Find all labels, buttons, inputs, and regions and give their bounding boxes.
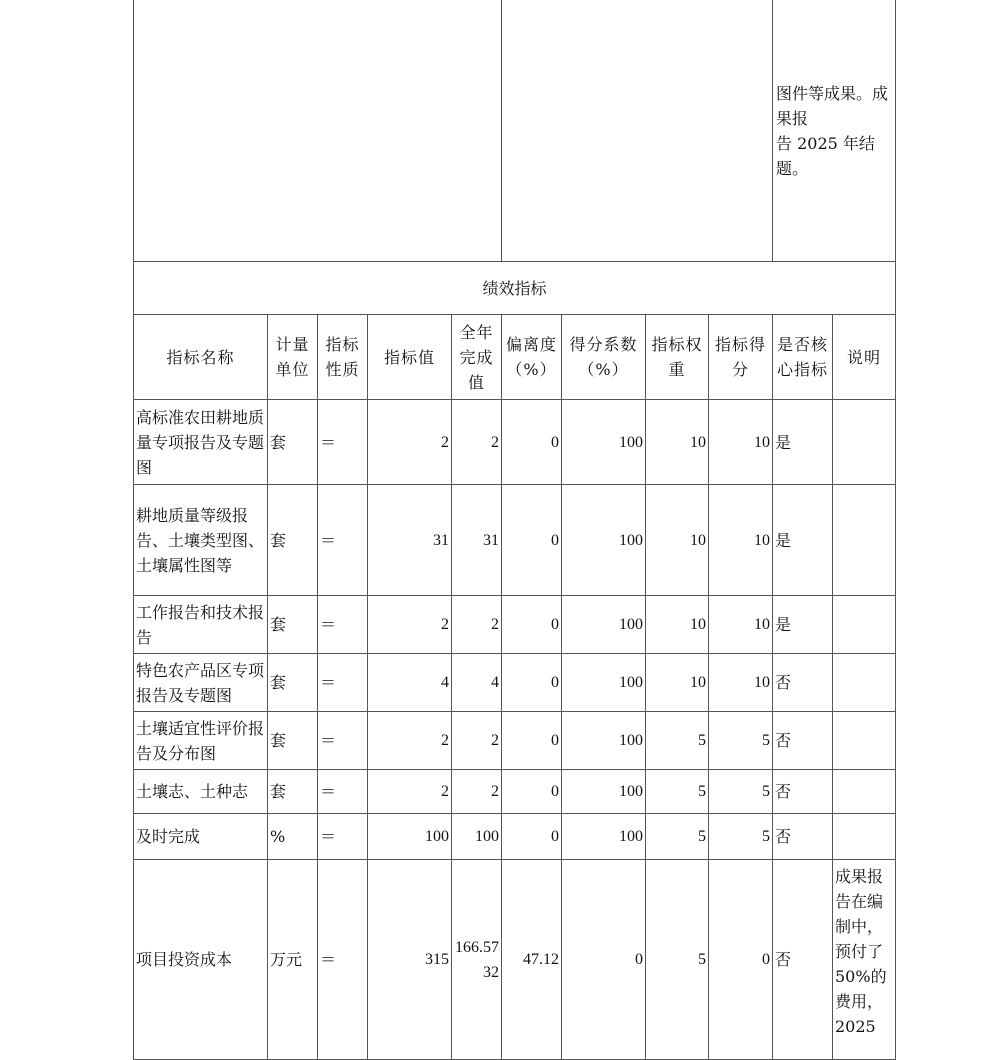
row-actual: 4 <box>452 654 502 712</box>
row-unit: 套 <box>268 654 318 712</box>
table-row <box>134 485 896 596</box>
row-weight: 5 <box>646 770 709 814</box>
row-unit: 万元 <box>268 860 318 1060</box>
row-target: 2 <box>368 770 452 814</box>
row-core: 否 <box>773 814 833 860</box>
row-weight: 10 <box>646 596 709 654</box>
row-score: 10 <box>709 654 773 712</box>
row-target: 2 <box>368 596 452 654</box>
row-unit: 套 <box>268 770 318 814</box>
row-name: 特色农产品区专项报告及专题图 <box>134 654 268 712</box>
row-core: 否 <box>773 654 833 712</box>
row-deviation: 0 <box>502 654 562 712</box>
row-remark <box>833 400 896 485</box>
row-name: 及时完成 <box>134 814 268 860</box>
row-nature: ＝ <box>318 712 368 770</box>
header-actual: 全年完成值 <box>452 315 502 400</box>
row-remark <box>833 485 896 596</box>
row-deviation: 0 <box>502 814 562 860</box>
row-actual: 166.5732 <box>452 860 502 1060</box>
header-target: 指标值 <box>368 315 452 400</box>
row-unit: 套 <box>268 712 318 770</box>
row-name: 项目投资成本 <box>134 860 268 1060</box>
row-weight: 5 <box>646 712 709 770</box>
row-score: 0 <box>709 860 773 1060</box>
row-unit: 套 <box>268 485 318 596</box>
row-weight: 5 <box>646 860 709 1060</box>
row-coefficient: 100 <box>562 712 646 770</box>
row-actual: 31 <box>452 485 502 596</box>
row-nature: ＝ <box>318 860 368 1060</box>
row-remark <box>833 712 896 770</box>
table-row <box>134 712 896 770</box>
row-target: 315 <box>368 860 452 1060</box>
header-deviation: 偏离度（%） <box>502 315 562 400</box>
top-block-mid-cell <box>502 0 773 262</box>
header-unit: 计量单位 <box>268 315 318 400</box>
header-weight: 指标权重 <box>646 315 709 400</box>
row-core: 否 <box>773 770 833 814</box>
row-deviation: 0 <box>502 770 562 814</box>
row-unit: 套 <box>268 400 318 485</box>
table-row <box>134 400 896 485</box>
table-row <box>134 654 896 712</box>
row-unit: 套 <box>268 596 318 654</box>
section-title-row <box>134 262 896 315</box>
row-name: 工作报告和技术报告 <box>134 596 268 654</box>
row-name: 土壤志、土种志 <box>134 770 268 814</box>
performance-table <box>133 0 896 1060</box>
table-row <box>134 860 896 1060</box>
row-nature: ＝ <box>318 400 368 485</box>
row-actual: 2 <box>452 770 502 814</box>
section-title: 绩效指标 <box>134 262 896 315</box>
row-coefficient: 100 <box>562 400 646 485</box>
row-core: 否 <box>773 712 833 770</box>
top-block-left-cell <box>134 0 502 262</box>
row-weight: 10 <box>646 485 709 596</box>
row-target: 2 <box>368 400 452 485</box>
table-row <box>134 814 896 860</box>
row-deviation: 0 <box>502 712 562 770</box>
row-actual: 2 <box>452 400 502 485</box>
row-deviation: 0 <box>502 485 562 596</box>
header-row <box>134 315 896 400</box>
row-score: 10 <box>709 400 773 485</box>
row-target: 100 <box>368 814 452 860</box>
row-coefficient: 100 <box>562 485 646 596</box>
row-nature: ＝ <box>318 596 368 654</box>
row-name: 土壤适宜性评价报告及分布图 <box>134 712 268 770</box>
row-nature: ＝ <box>318 654 368 712</box>
row-weight: 5 <box>646 814 709 860</box>
top-note-line1: 图件等成果。成果报 <box>776 83 889 128</box>
row-coefficient: 100 <box>562 596 646 654</box>
row-actual: 2 <box>452 596 502 654</box>
row-actual: 2 <box>452 712 502 770</box>
row-unit: % <box>268 814 318 860</box>
row-actual: 100 <box>452 814 502 860</box>
row-coefficient: 100 <box>562 654 646 712</box>
row-target: 4 <box>368 654 452 712</box>
header-score: 指标得分 <box>709 315 773 400</box>
row-core: 否 <box>773 860 833 1060</box>
row-target: 31 <box>368 485 452 596</box>
top-block-row <box>134 0 896 262</box>
row-weight: 10 <box>646 654 709 712</box>
header-nature: 指标性质 <box>318 315 368 400</box>
row-remark <box>833 770 896 814</box>
row-nature: ＝ <box>318 485 368 596</box>
header-coefficient: 得分系数（%） <box>562 315 646 400</box>
row-coefficient: 100 <box>562 770 646 814</box>
row-score: 10 <box>709 596 773 654</box>
row-core: 是 <box>773 400 833 485</box>
row-coefficient: 100 <box>562 814 646 860</box>
row-weight: 10 <box>646 400 709 485</box>
row-name: 耕地质量等级报告、土壤类型图、土壤属性图等 <box>134 485 268 596</box>
row-coefficient: 0 <box>562 860 646 1060</box>
row-deviation: 0 <box>502 400 562 485</box>
row-name: 高标准农田耕地质量专项报告及专题图 <box>134 400 268 485</box>
row-nature: ＝ <box>318 814 368 860</box>
row-deviation: 47.12 <box>502 860 562 1060</box>
table-row <box>134 596 896 654</box>
row-score: 10 <box>709 485 773 596</box>
row-remark <box>833 596 896 654</box>
header-core: 是否核心指标 <box>773 315 833 400</box>
row-score: 5 <box>709 814 773 860</box>
row-remark <box>833 814 896 860</box>
table-row <box>134 770 896 814</box>
header-remark: 说明 <box>833 315 896 400</box>
row-nature: ＝ <box>318 770 368 814</box>
row-core: 是 <box>773 596 833 654</box>
row-score: 5 <box>709 770 773 814</box>
row-deviation: 0 <box>502 596 562 654</box>
top-block-note-cell <box>773 0 896 262</box>
row-remark <box>833 654 896 712</box>
row-remark: 成果报告在编制中，预付了50%的费用，2025 <box>833 860 896 1060</box>
top-note-line2: 告 2025 年结题。 <box>776 133 875 178</box>
row-core: 是 <box>773 485 833 596</box>
row-target: 2 <box>368 712 452 770</box>
header-name: 指标名称 <box>134 315 268 400</box>
row-score: 5 <box>709 712 773 770</box>
